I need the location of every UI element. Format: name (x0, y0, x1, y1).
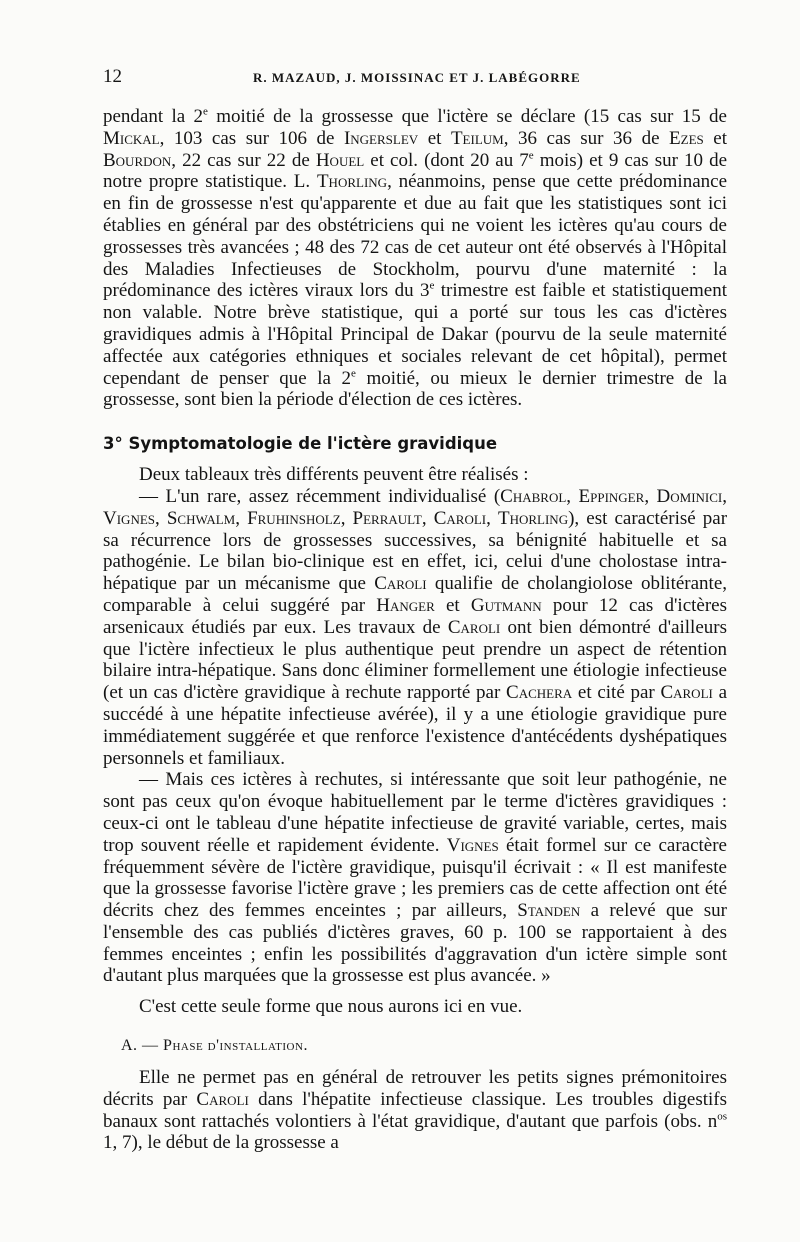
author-name: Bourdon (103, 149, 172, 171)
page-header (103, 66, 727, 106)
paragraph-installation: Elle ne permet pas en général de retrouver les petits signes prémonitoires décrits par Caroli dans l'hépatite infectieuse classique. Les troubles digestifs banaux sont rattachés volontiers à l'état gravidique, d'autant que parfois (obs. $n^{os}$ 1, 7), le début de la grossesse a (103, 1067, 727, 1154)
paragraph-first-form: — L'un rare, assez récemment individualisé (Chabrol, Eppinger, Dominici, Vignes, Schwalm, Fruhinsholz, Perrault, Caroli, Thorling), est caractérisé par sa récurrence lors de grossesses successives, sa bénignité habituelle et sa pathogénie. Le bilan bio-clinique est en effet, ici, celui d'une cholostase intra-hépatique par un mécanisme que Caroli qualifie de cholangiolose oblitérante, comparable à celui suggéré par Hanger et Gutmann pour 12 cas d'ictères arsenicaux étudiés par eux. Les travaux de Caroli ont bien démontré d'ailleurs que l'ictère infectieux le plus authentique peut prendre un aspect de rétention bilaire intra-hépatique. Sans donc éliminer formellement une étiologie infectieuse (et un cas d'ictère gravidique à rechute rapporté par Cachera et cité par Caroli a succédé à une hépatite infectieuse avérée), il y a une étiologie gravidique pure immédiatement suggérée et que renforce l'existence d'antécédents dyshépatiques personnels et familiaux. (103, 485, 728, 769)
section-heading: 3° Symptomatologie de l'ictère gravidique (103, 434, 498, 454)
author-name: Mickal (103, 127, 160, 149)
paragraph-intro: Deux tableaux très différents peuvent être réalisés : (139, 464, 529, 486)
paragraph-statistics: pendant la 2e moitié de la grossesse que l'ictère se déclare (15 cas sur 15 de Mickal, 103 cas sur 106 de Ingerslev et Teilum, 36 cas sur 36 de Ezes et Bourdon, 22 cas sur 22 de Houel et col. (dont 20 au 7e mois) et 9 cas sur 10 de notre propre statistique. L. Thorling, néanmoins, pense que cette prédominance en fin de grossesse n'est qu'apparente et due au fait que les statistiques sont ici établies en général par des obstétriciens qui ne voient les ictères qu'au cours de grossesses très avancées ; 48 des 72 cas de cet auteur ont été observés à l'Hôpital des Maladies Infectieuses de Stockholm, pourvu d'une maternité : la prédominance des ictères viraux lors du 3e trimestre est faible et statistiquement non valable. Notre brève statistique, qui a porté sur tous les cas d'ictères gravidiques admis à l'Hôpital Principal de Dakar (pourvu de la seule maternité affectée aux catégories ethniques et sociales relevant de cet hôpital), permet cependant de penser que la 2e moitié, ou mieux le dernier trimestre de la grossesse, sont bien la période d'élection de ces ictères. (103, 105, 728, 411)
running-head: R. MAZAUD, J. MOISSINAC ET J. LABÉGORRE (253, 70, 581, 85)
author-name: Thorling (316, 171, 388, 193)
paragraph-second-form: — Mais ces ictères à rechutes, si intéressante que soit leur pathogénie, ne sont pas ceux qu'on évoque habituellement par le terme d'ictères gravidiques : ceux-ci ont le tableau d'une hépatite infectieuse de gravité variable, certes, mais trop souvent réelle et rapidement évidente. Vignes était formel sur ce caractère fréquemment sévère de l'ictère gravidique, puisqu'il écrivait : « Il est manifeste que la grossesse favorise l'ictère grave ; les premiers cas de cette affection ont été décrits chez des femmes enceintes ; par ailleurs, Standen a relevé que sur l'ensemble des cas publiés d'ictères graves, 60 p. 100 se rapportaient à des femmes enceintes ; enfin les possibilités d'aggravation d'un ictère simple sont d'autant plus marquées que la grossesse est plus avancée. » (103, 769, 727, 987)
subsection-heading: A. — Phase d'installation. (121, 1037, 308, 1055)
author-name: Ingerslev (343, 127, 419, 149)
page (103, 66, 727, 1154)
page-number: 12 (103, 66, 122, 87)
author-name: Teilum (450, 127, 504, 149)
author-name: Houel (315, 149, 365, 171)
author-name: Ezes (669, 127, 704, 149)
paragraph-focus: C'est cette seule forme que nous aurons ici en vue. (139, 996, 523, 1018)
